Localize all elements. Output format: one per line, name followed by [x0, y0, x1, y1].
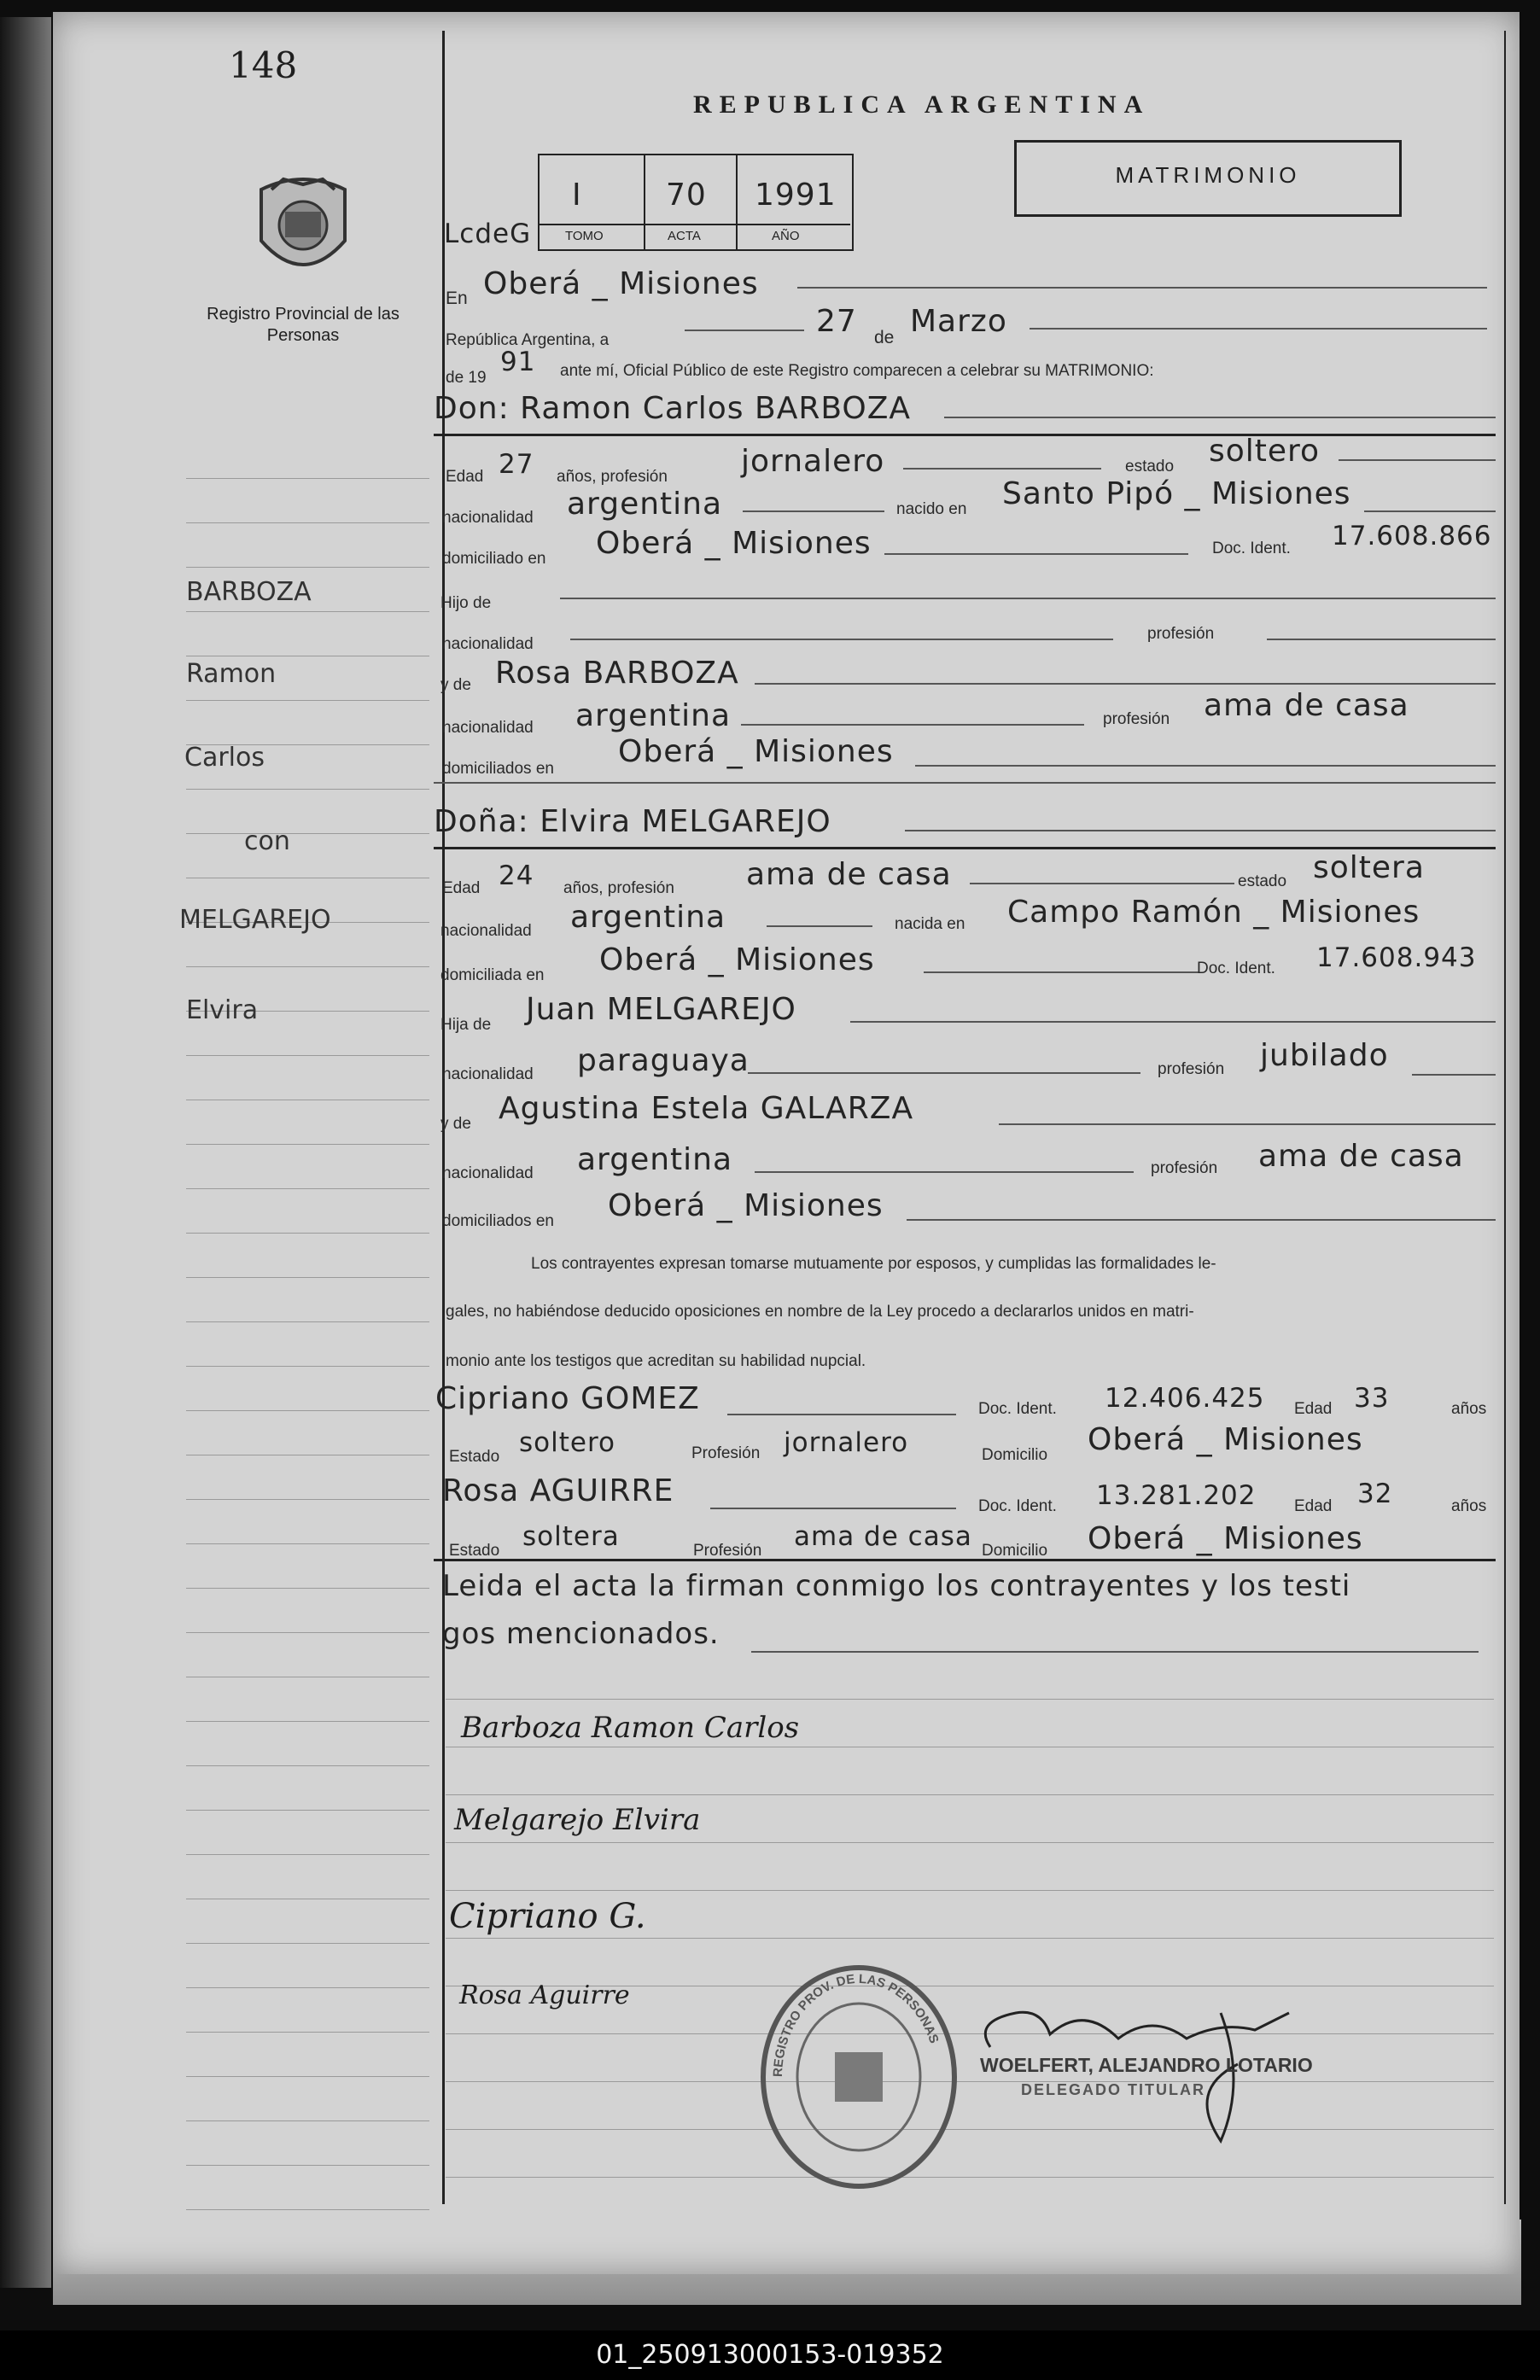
anio-label: AÑO [772, 229, 800, 243]
groom-nac-label: nacionalidad [442, 509, 534, 527]
margin-rule-line [186, 2076, 429, 2077]
bride-padres-dom-label: domiciliados en [442, 1212, 554, 1230]
bride-padre-nac-label: nacionalidad [442, 1065, 534, 1083]
witness1-dom-label: Domicilio [982, 1446, 1048, 1464]
margin-rule-line [186, 1588, 429, 1589]
place-fill-rule [797, 287, 1487, 289]
witness2-estado: soltera [522, 1521, 620, 1552]
republic-text: República Argentina, a [446, 331, 610, 349]
margin-rule-line [186, 789, 429, 790]
bride-padre-prof-rule [1412, 1074, 1496, 1076]
registry-name: Registro Provincial de las Personas [207, 305, 400, 345]
witness2-prof-label: Profesión [693, 1542, 762, 1560]
margin-note-surname-2: MELGAREJO [179, 905, 331, 935]
signature-rule-line [446, 1890, 1494, 1891]
bride-section-divider [434, 847, 1496, 849]
official-title-stamp: DELEGADO TITULAR [1021, 2081, 1205, 2098]
groom-end-rule [434, 782, 1496, 784]
year-prefix: de 19 [446, 369, 487, 387]
margin-note-con: con [244, 826, 290, 856]
groom-y-de-label: y de [440, 676, 471, 694]
witness1-anos-label: años [1451, 1400, 1487, 1418]
intro-text: ante mí, Oficial Público de este Registro comparecen a celebrar su MATRIMONIO: [560, 362, 1154, 380]
box-label-rule [540, 224, 850, 225]
groom-padres-dom: Oberá _ Misiones [618, 734, 894, 769]
margin-rule-line [186, 1055, 429, 1056]
groom-padre-nac-label: nacionalidad [442, 635, 534, 653]
groom-doc-label: Doc. Ident. [1212, 540, 1291, 557]
margin-rule-line [186, 2165, 429, 2166]
margin-rule-line [186, 1943, 429, 1944]
margin-rule-line [186, 1543, 429, 1544]
groom-profesion: jornalero [741, 444, 885, 479]
groom-padre-prof-rule [1267, 639, 1496, 640]
witness1-edad-label: Edad [1294, 1400, 1333, 1418]
bride-dom-label: domiciliada en [440, 966, 545, 984]
margin-rule-line [186, 1188, 429, 1189]
margin-rule-line [186, 1366, 429, 1367]
bride-doc-label: Doc. Ident. [1197, 960, 1275, 977]
provincial-emblem-icon [253, 172, 353, 285]
groom-estado: soltero [1209, 434, 1321, 469]
declaration-line-3: monio ante los testigos que acreditan su habilidad nupcial. [446, 1352, 866, 1370]
groom-dom-rule [884, 553, 1188, 555]
bride-padre: Juan MELGAREJO [526, 992, 796, 1027]
groom-padre-nac-rule [570, 639, 1113, 640]
margin-note-name-2: Carlos [184, 743, 265, 773]
right-column-rule [1504, 31, 1506, 2204]
bride-nac-rule [767, 925, 872, 927]
closing-rule [751, 1651, 1479, 1653]
witness2-edad: 32 [1357, 1479, 1393, 1509]
act-type: MATRIMONIO [1115, 162, 1301, 188]
groom-estado-rule [1339, 459, 1496, 461]
margin-rule-line [186, 2032, 429, 2033]
month-fill-rule [1030, 328, 1487, 330]
groom-nacido-label: nacido en [896, 500, 967, 518]
signature-rule-line [446, 2177, 1494, 2178]
margin-rule-line [186, 700, 429, 701]
bride-nacida-en: Campo Ramón _ Misiones [1007, 895, 1420, 930]
witness1-estado-label: Estado [449, 1448, 500, 1466]
groom-dom-label: domiciliado en [442, 550, 546, 568]
groom-doc: 17.608.866 [1332, 521, 1492, 551]
groom-anos-prof-label: años, profesión [557, 468, 668, 486]
seal-text: REGISTRO PROV. DE LAS PERSONAS [770, 1971, 942, 2078]
witness1-prof-label: Profesión [691, 1444, 761, 1462]
groom-domicilio: Oberá _ Misiones [596, 526, 872, 561]
margin-note-name-3: Elvira [186, 995, 259, 1025]
tomo-label: TOMO [565, 229, 604, 243]
groom-madre-nac-rule [741, 724, 1084, 726]
bride-hija-label: Hija de [440, 1016, 492, 1034]
declaration-line-2: gales, no habiéndose deducido oposiciones en nombre de la Ley procedo a declararlos unidos en matri- [446, 1303, 1194, 1321]
groom-nacionalidad: argentina [567, 487, 723, 522]
groom-madre-nac-label: nacionalidad [442, 719, 534, 737]
groom-madre-rule [755, 683, 1496, 685]
box-divider-1 [644, 155, 645, 249]
witness1-estado: soltero [519, 1427, 615, 1458]
margin-rule-line [186, 522, 429, 523]
margin-rule-line [186, 1987, 429, 1988]
day-value: 27 [816, 304, 857, 339]
bride-edad-label: Edad [442, 879, 481, 897]
box-divider-2 [736, 155, 738, 249]
bride-prof-rule [970, 883, 1234, 884]
witness2-profesion: ama de casa [794, 1521, 972, 1552]
margin-rule-line [186, 1499, 429, 1500]
groom-padres-dom-rule [915, 765, 1496, 767]
witness2-estado-label: Estado [449, 1542, 500, 1560]
page-number: 148 [229, 44, 298, 86]
registry-seal-icon [756, 1963, 961, 2190]
bride-padre-nac-rule [748, 1072, 1140, 1074]
groom-nacido-en: Santo Pipó _ Misiones [1002, 476, 1351, 511]
bride-dom-rule [924, 971, 1199, 973]
groom-edad: 27 [499, 449, 534, 480]
margin-rule-line [186, 1321, 429, 1322]
margin-rule-line [186, 1810, 429, 1811]
witness2-anos-label: años [1451, 1497, 1487, 1515]
bride-nac-label: nacionalidad [440, 922, 532, 940]
signature-witness1: Cipriano G. [449, 1897, 646, 1936]
groom-section-divider [434, 434, 1496, 436]
margin-rule-line [186, 2209, 429, 2210]
margin-rule-line [186, 1854, 429, 1855]
image-caption: 01_250913000153-019352 [0, 2330, 1540, 2380]
bride-name-rule [905, 830, 1496, 831]
bride-anos-prof-label: años, profesión [563, 879, 674, 897]
margin-note-surname-1: BARBOZA [186, 577, 312, 607]
margin-rule-line [186, 611, 429, 612]
signature-witness2: Rosa Aguirre [459, 1980, 630, 2010]
groom-hijo-label: Hijo de [440, 594, 492, 612]
month-value: Marzo [910, 304, 1007, 339]
bride-padre-prof-label: profesión [1158, 1060, 1225, 1078]
groom-prof-rule [903, 468, 1101, 470]
witness1-domicilio: Oberá _ Misiones [1088, 1422, 1363, 1457]
margin-rule-line [186, 478, 429, 479]
day-fill-rule [685, 330, 804, 331]
tomo-value: I [572, 178, 582, 213]
bride-padre-rule [850, 1021, 1496, 1023]
bride-madre-nac-rule [755, 1171, 1134, 1173]
groom-nacido-rule [1364, 510, 1496, 512]
bride-nacionalidad: argentina [570, 900, 726, 935]
bride-estado: soltera [1313, 850, 1425, 885]
bride-madre-nac: argentina [577, 1142, 733, 1177]
bride-padres-dom: Oberá _ Misiones [608, 1188, 884, 1223]
declaration-line-1: Los contrayentes expresan tomarse mutuamente por esposos, y cumplidas las formalidades le- [531, 1255, 1216, 1273]
groom-madre-nac: argentina [575, 698, 732, 733]
witnesses-end-rule [434, 1559, 1496, 1561]
witness2-doc: 13.281.202 [1096, 1480, 1257, 1511]
witness1-name: Cipriano GOMEZ [435, 1381, 700, 1416]
signature-rule-line [446, 1794, 1494, 1795]
bride-madre: Agustina Estela GALARZA [499, 1091, 914, 1126]
margin-rule-line [186, 833, 429, 834]
bride-doc: 17.608.943 [1316, 942, 1477, 973]
acta-value: 70 [666, 178, 707, 213]
bride-estado-label: estado [1238, 872, 1287, 890]
groom-padres-dom-label: domiciliados en [442, 760, 554, 778]
margin-rule-line [186, 1721, 429, 1722]
bride-padre-prof: jubilado [1260, 1038, 1389, 1073]
closing-line-2: gos mencionados. [442, 1617, 720, 1651]
official-name-stamp: WOELFERT, ALEJANDRO LOTARIO [980, 2054, 1313, 2076]
book-spine [0, 17, 51, 2288]
groom-madre: Rosa BARBOZA [495, 656, 739, 691]
signature-bride: Melgarejo Elvira [454, 1803, 701, 1837]
witness2-doc-label: Doc. Ident. [978, 1497, 1057, 1515]
witness1-doc-label: Doc. Ident. [978, 1400, 1057, 1418]
bride-madre-nac-label: nacionalidad [442, 1164, 534, 1182]
year-value: 91 [500, 347, 536, 377]
groom-nac-rule [743, 510, 884, 512]
groom-edad-label: Edad [446, 468, 484, 486]
bride-nacida-label: nacida en [895, 915, 965, 933]
bride-madre-rule [999, 1123, 1496, 1125]
bride-domicilio: Oberá _ Misiones [599, 942, 875, 977]
groom-name-line: Don: Ramon Carlos BARBOZA [434, 391, 912, 426]
groom-madre-prof-label: profesión [1103, 710, 1170, 728]
margin-rule-line [186, 1144, 429, 1145]
bride-y-de-label: y de [440, 1115, 471, 1133]
groom-padre-prof-label: profesión [1147, 625, 1215, 643]
bride-name-line: Doña: Elvira MELGAREJO [434, 804, 831, 839]
witness1-name-rule [727, 1414, 956, 1415]
groom-padre-rule [560, 598, 1496, 599]
groom-estado-label: estado [1125, 458, 1175, 475]
month-connector: de [874, 328, 895, 347]
signature-rule-line [446, 1842, 1494, 1843]
margin-rule-line [186, 1632, 429, 1633]
margin-rule-line [186, 1765, 429, 1766]
margin-rule-line [186, 1277, 429, 1278]
country-header: REPUBLICA ARGENTINA [693, 90, 1151, 119]
witness2-name-rule [710, 1508, 956, 1509]
witness1-edad: 33 [1354, 1383, 1390, 1414]
bride-padre-nac: paraguaya [577, 1043, 750, 1078]
signature-groom: Barboza Ramon Carlos [461, 1711, 800, 1745]
book-code: LcdeG [444, 219, 532, 249]
margin-rule-line [186, 966, 429, 967]
margin-rule-line [186, 2120, 429, 2121]
closing-line-1: Leida el acta la firman conmigo los contrayentes y los testi [442, 1569, 1351, 1603]
witness2-dom-label: Domicilio [982, 1542, 1048, 1560]
signature-rule-line [446, 1699, 1494, 1700]
acta-label: ACTA [668, 229, 701, 243]
groom-madre-prof: ama de casa [1204, 688, 1409, 723]
anio-value: 1991 [755, 178, 837, 213]
bride-edad: 24 [499, 860, 534, 891]
signature-rule-line [446, 1938, 1494, 1939]
place-prefix: En [446, 289, 468, 308]
margin-rule-line [186, 1233, 429, 1234]
bride-madre-prof: ama de casa [1258, 1139, 1464, 1174]
groom-name-rule [944, 417, 1496, 418]
witness2-domicilio: Oberá _ Misiones [1088, 1521, 1363, 1556]
witness2-name: Rosa AGUIRRE [442, 1473, 674, 1508]
witness2-edad-label: Edad [1294, 1497, 1333, 1515]
margin-rule-line [186, 567, 429, 568]
bride-profesion: ama de casa [746, 857, 952, 892]
margin-note-name-1: Ramon [186, 659, 277, 689]
margin-rule-line [186, 1410, 429, 1411]
witness1-profesion: jornalero [784, 1427, 909, 1458]
place-value: Oberá _ Misiones [483, 266, 759, 301]
witness1-doc: 12.406.425 [1105, 1383, 1265, 1414]
bride-madre-prof-label: profesión [1151, 1159, 1218, 1177]
bride-padres-dom-rule [907, 1219, 1496, 1221]
